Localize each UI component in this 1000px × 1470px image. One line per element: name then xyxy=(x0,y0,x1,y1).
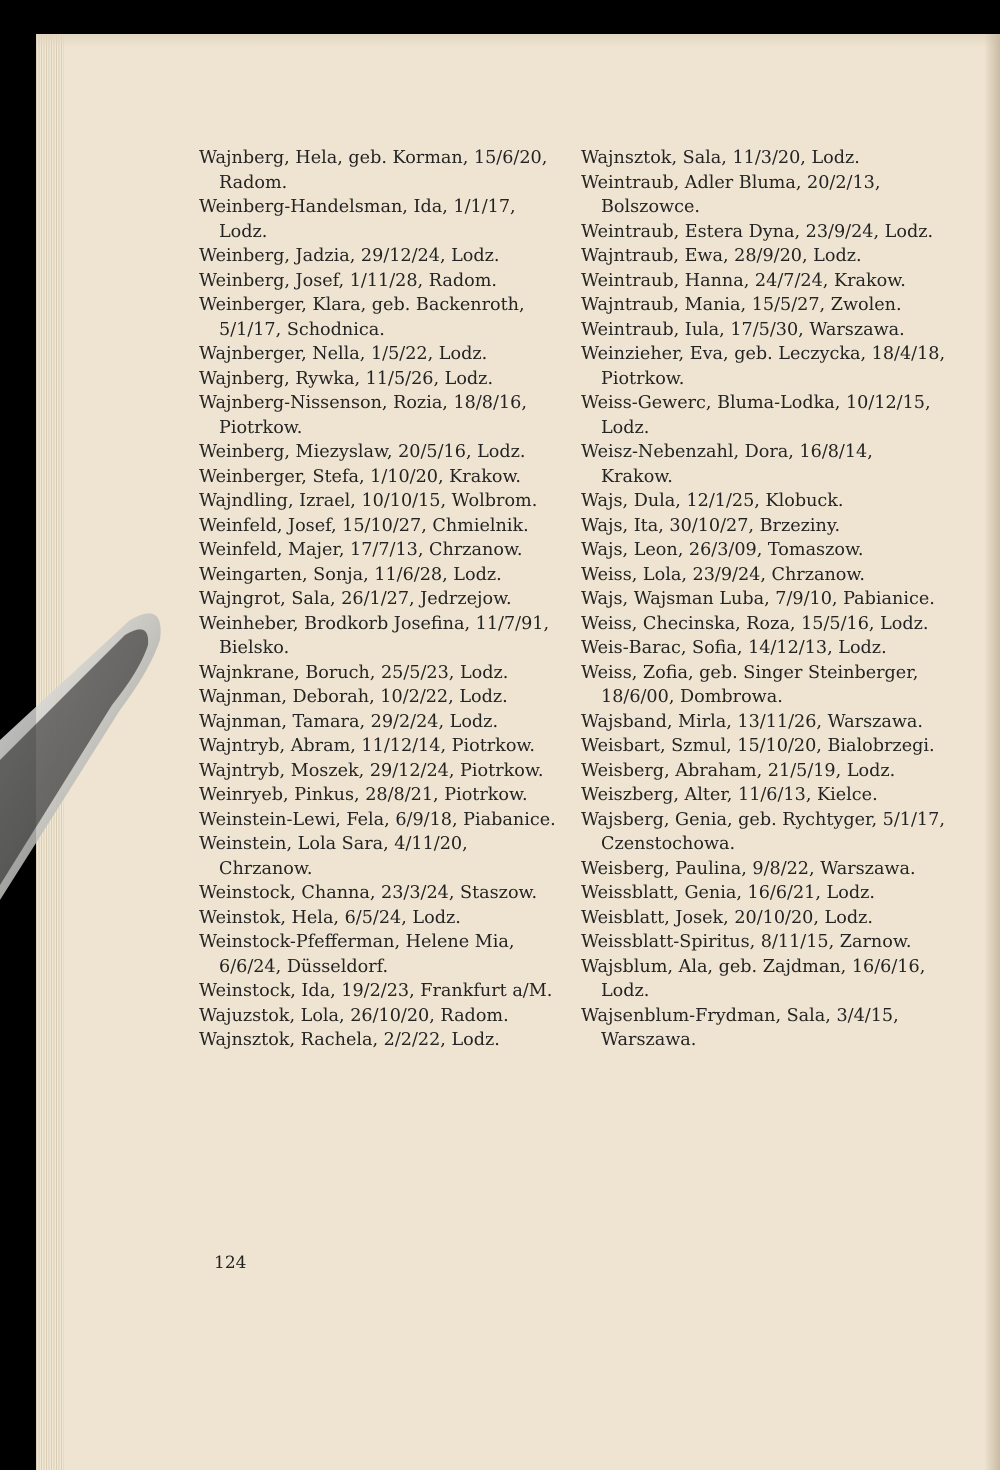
list-item: Weisberg, Paulina, 9/8/22, Warszawa. xyxy=(581,858,916,879)
list-item: Weintraub, Hanna, 24/7/24, Krakow. xyxy=(581,270,906,291)
list-item: Wajuzstok, Lola, 26/10/20, Radom. xyxy=(199,1005,509,1026)
right-column xyxy=(581,146,949,1053)
page-edges xyxy=(36,34,64,1470)
list-item: Wajs, Wajsman Luba, 7/9/10, Pabianice. xyxy=(581,589,935,609)
list-item: Wajsband, Mirla, 13/11/26, Warszawa. xyxy=(581,711,923,732)
list-item: Weinberger, Stefa, 1/10/20, Krakow. xyxy=(199,466,522,487)
book-page xyxy=(36,34,1000,1470)
list-item: Weinstein, Lola Sara, 4/11/20, Chrzanow. xyxy=(199,834,468,879)
list-item: Wajnman, Deborah, 10/2/22, Lodz. xyxy=(199,687,508,707)
list-item: Wajnberg-Nissenson, Rozia, 18/8/16, Piotrkow. xyxy=(199,393,527,438)
list-item: Weis-Barac, Sofia, 14/12/13, Lodz. xyxy=(581,638,887,658)
list-item: Weinberger, Klara, geb. Backenroth, 5/1/17, Schodnica. xyxy=(199,295,525,340)
list-item: Weinberg, Jadzia, 29/12/24, Lodz. xyxy=(199,246,500,266)
list-item: Weinstock-Pfefferman, Helene Mia, 6/6/24, Düsseldorf. xyxy=(199,932,515,977)
list-item: Weintraub, Iula, 17/5/30, Warszawa. xyxy=(581,319,905,340)
list-item: Weinberg, Miezyslaw, 20/5/16, Lodz. xyxy=(199,442,526,462)
list-item: Wajndling, Izrael, 10/10/15, Wolbrom. xyxy=(199,491,538,511)
list-item: Weinstein-Lewi, Fela, 6/9/18, Piabanice. xyxy=(199,809,556,830)
list-item: Weintraub, Adler Bluma, 20/2/13, Bolszowce. xyxy=(581,172,881,217)
list-item: Wajnkrane, Boruch, 25/5/23, Lodz. xyxy=(199,662,509,683)
list-item: Weinfeld, Majer, 17/7/13, Chrzanow. xyxy=(199,540,523,560)
list-item: Weisz-Nebenzahl, Dora, 16/8/14, Krakow. xyxy=(581,442,873,487)
list-item: Weiss, Lola, 23/9/24, Chrzanow. xyxy=(581,564,865,585)
list-item: Wajngrot, Sala, 26/1/27, Jedrzejow. xyxy=(199,589,512,609)
list-item: Weinheber, Brodkorb Josefina, 11/7/91, Bielsko. xyxy=(199,613,550,658)
list-item: Wajsblum, Ala, geb. Zajdman, 16/6/16, Lodz. xyxy=(581,956,926,1001)
list-item: Wajntryb, Moszek, 29/12/24, Piotrkow. xyxy=(199,760,544,781)
list-item: Weiss, Checinska, Roza, 15/5/16, Lodz. xyxy=(581,613,929,634)
list-item: Wajnsztok, Rachela, 2/2/22, Lodz. xyxy=(199,1030,500,1050)
list-item: Weinzieher, Eva, geb. Leczycka, 18/4/18, Piotrkow. xyxy=(581,344,946,389)
list-item: Weiss-Gewerc, Bluma-Lodka, 10/12/15, Lodz. xyxy=(581,393,931,438)
list-item: Wajsenblum-Frydman, Sala, 3/4/15, Warszawa. xyxy=(581,1005,899,1050)
list-item: Weiszberg, Alter, 11/6/13, Kielce. xyxy=(581,785,878,805)
list-item: Weinstock, Ida, 19/2/23, Frankfurt a/M. xyxy=(199,981,553,1001)
list-item: Weinryeb, Pinkus, 28/8/21, Piotrkow. xyxy=(199,785,528,805)
list-item: Weisbart, Szmul, 15/10/20, Bialobrzegi. xyxy=(581,736,935,756)
list-item: Wajntraub, Ewa, 28/9/20, Lodz. xyxy=(581,246,862,266)
list-item: Weisberg, Abraham, 21/5/19, Lodz. xyxy=(581,760,896,781)
page-top-edge xyxy=(36,34,1000,48)
list-item: Weingarten, Sonja, 11/6/28, Lodz. xyxy=(199,564,502,585)
list-item: Wajnman, Tamara, 29/2/24, Lodz. xyxy=(199,711,499,732)
list-item: Weinfeld, Josef, 15/10/27, Chmielnik. xyxy=(199,515,529,536)
list-item: Wajnberg, Rywka, 11/5/26, Lodz. xyxy=(199,368,494,389)
list-item: Wajntraub, Mania, 15/5/27, Zwolen. xyxy=(581,295,902,315)
list-item: Weinberg, Josef, 1/11/28, Radom. xyxy=(199,270,497,291)
list-item: Wajs, Ita, 30/10/27, Brzeziny. xyxy=(581,515,841,536)
list-item: Wajnsztok, Sala, 11/3/20, Lodz. xyxy=(581,148,860,168)
list-item: Weinstok, Hela, 6/5/24, Lodz. xyxy=(199,907,461,928)
list-item: Weissblatt, Genia, 16/6/21, Lodz. xyxy=(581,883,875,903)
list-item: Wajnberger, Nella, 1/5/22, Lodz. xyxy=(199,344,488,364)
list-item: Weinstock, Channa, 23/3/24, Staszow. xyxy=(199,883,538,903)
list-item: Weissblatt-Spiritus, 8/11/15, Zarnow. xyxy=(581,932,912,952)
list-item: Wajs, Dula, 12/1/25, Klobuck. xyxy=(581,491,844,511)
gutter-shadow xyxy=(984,34,1000,1470)
list-item: Wajsberg, Genia, geb. Rychtyger, 5/1/17, Czenstochowa. xyxy=(581,809,945,854)
list-item: Weiss, Zofia, geb. Singer Steinberger, 18/6/00, Dombrowa. xyxy=(581,662,919,707)
list-item: Wajntryb, Abram, 11/12/14, Piotrkow. xyxy=(199,736,535,756)
list-item: Wajs, Leon, 26/3/09, Tomaszow. xyxy=(581,540,864,560)
page-number: 124 xyxy=(214,1253,247,1273)
list-item: Weisblatt, Josek, 20/10/20, Lodz. xyxy=(581,907,873,928)
left-column xyxy=(199,146,564,1053)
list-item: Weintraub, Estera Dyna, 23/9/24, Lodz. xyxy=(581,221,934,242)
list-item: Wajnberg, Hela, geb. Korman, 15/6/20, Radom. xyxy=(199,148,548,193)
list-item: Weinberg-Handelsman, Ida, 1/1/17, Lodz. xyxy=(199,197,516,242)
